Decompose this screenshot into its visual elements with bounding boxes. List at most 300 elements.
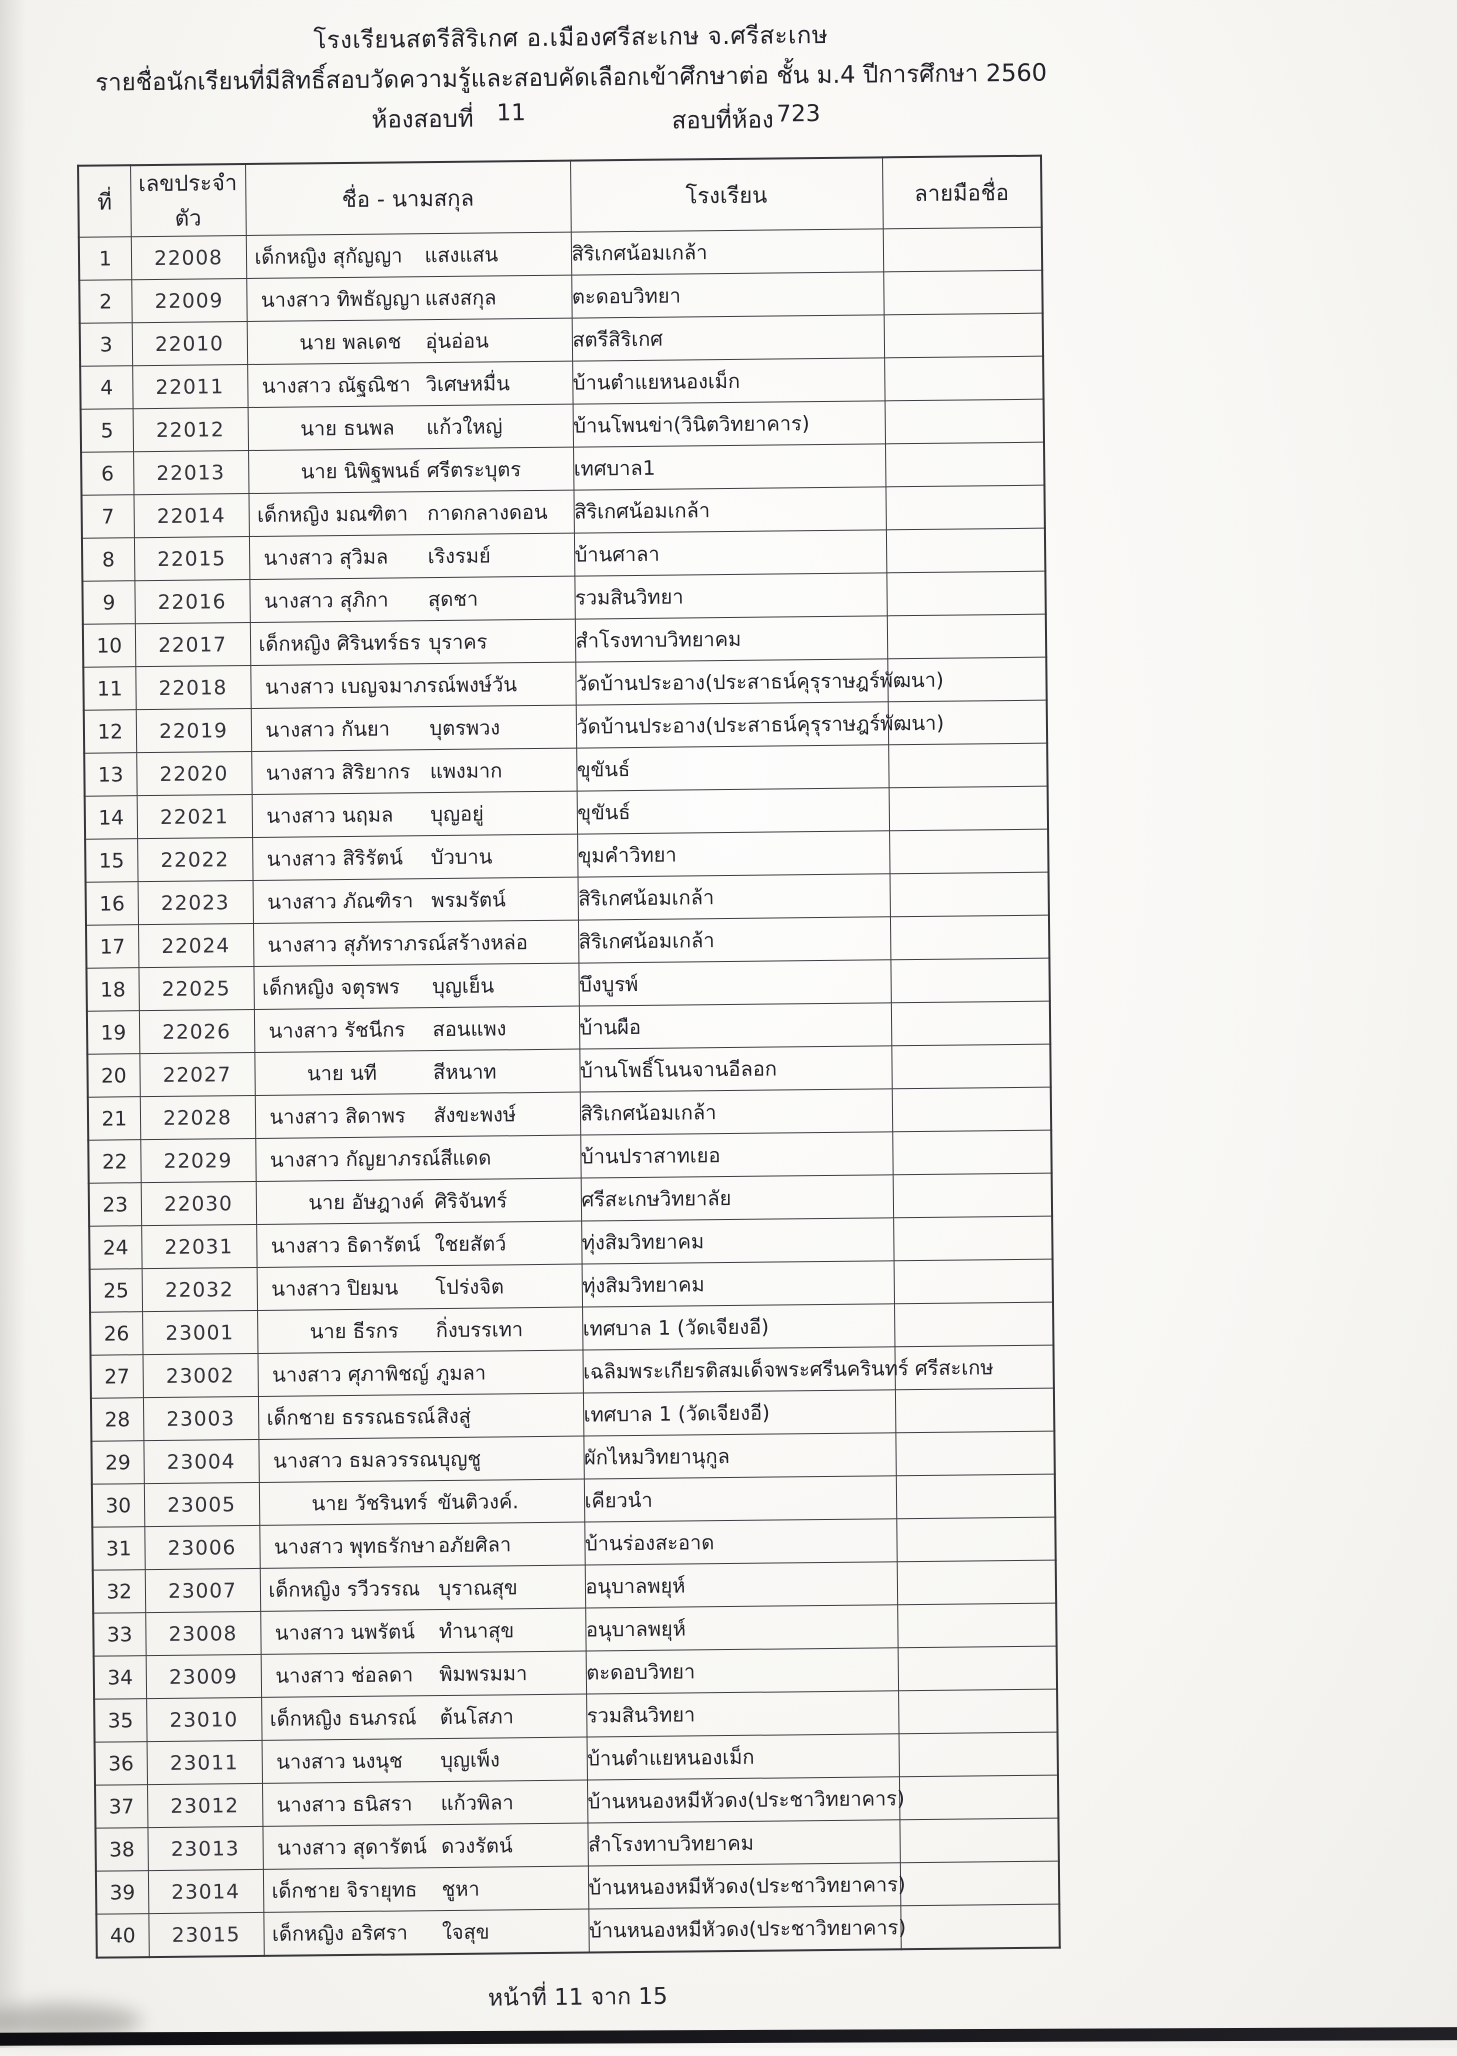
signature-cell <box>885 399 1044 444</box>
row-number: 27 <box>91 1355 143 1399</box>
school-name: ขุมคำวิทยา <box>577 842 677 868</box>
row-number: 7 <box>81 495 133 539</box>
row-number: 10 <box>83 624 135 668</box>
student-title-firstname: นางสาว ปิยมน <box>271 1275 399 1301</box>
name-cell <box>252 791 577 837</box>
name-cell <box>254 1049 579 1095</box>
signature-cell <box>883 227 1042 272</box>
student-id: 23006 <box>144 1525 259 1569</box>
row-number: 17 <box>86 925 138 969</box>
student-id: 23005 <box>144 1482 259 1526</box>
student-surname: สร้างหล่อ <box>446 930 528 955</box>
signature-cell <box>899 1818 1058 1863</box>
row-number: 26 <box>90 1312 142 1356</box>
student-id: 23011 <box>147 1740 262 1784</box>
row-number: 36 <box>95 1742 147 1786</box>
student-title-firstname: เด็กหญิง รวีวรรณ <box>268 1576 421 1602</box>
row-number: 13 <box>84 753 136 797</box>
school-name: รวมสินวิทยา <box>586 1702 696 1728</box>
header-student-id: เลขประจำตัว <box>130 164 246 237</box>
student-id: 22012 <box>133 408 248 452</box>
student-id: 22020 <box>136 751 251 795</box>
row-number: 15 <box>85 839 137 883</box>
student-id: 23002 <box>143 1353 258 1397</box>
student-id: 23013 <box>147 1826 262 1870</box>
student-surname: ดวงรัตน์ <box>441 1833 513 1859</box>
row-number: 8 <box>82 538 134 582</box>
student-id: 22015 <box>134 537 249 581</box>
student-id: 22028 <box>140 1095 255 1139</box>
school-name: สิริเกศน้อมเกล้า <box>574 498 711 524</box>
student-id: 22026 <box>139 1009 254 1053</box>
student-surname: กิ่งบรรเทา <box>435 1317 524 1343</box>
school-cell <box>586 1691 898 1737</box>
student-surname: บุญชู <box>437 1446 482 1472</box>
student-id: 22032 <box>142 1267 257 1311</box>
school-cell <box>582 1304 894 1350</box>
student-title-firstname: นาย ธีรกร <box>309 1318 399 1344</box>
student-surname: สังขะพงษ์ <box>433 1102 517 1128</box>
student-id: 22014 <box>133 494 248 538</box>
school-name: ตะดอบวิทยา <box>586 1659 696 1685</box>
name-cell <box>255 1135 580 1181</box>
name-cell <box>263 1909 588 1955</box>
row-number: 28 <box>91 1398 143 1442</box>
row-number: 12 <box>84 710 136 754</box>
student-title-firstname: เด็กชาย จิรายุทธ <box>271 1877 418 1903</box>
student-id: 23012 <box>147 1783 262 1827</box>
student-title-firstname: นางสาว สุภิกา <box>263 587 389 613</box>
name-cell <box>252 834 577 880</box>
name-cell <box>248 404 573 450</box>
school-cell <box>581 1218 893 1264</box>
student-title-firstname: นางสาว นฤมล <box>266 802 394 828</box>
student-surname: บัวบาน <box>430 844 493 870</box>
student-title-firstname: นางสาว สุดารัตน์ <box>277 1834 427 1860</box>
student-title-firstname: นางสาว สิริยากร <box>265 759 411 785</box>
row-number: 39 <box>96 1871 148 1915</box>
student-title-firstname: เด็กชาย ธรรณธรณ์ <box>266 1404 436 1430</box>
header-school: โรงเรียน <box>570 157 883 232</box>
name-cell <box>257 1264 582 1310</box>
signature-cell <box>886 528 1045 573</box>
school-cell <box>575 616 887 662</box>
signature-cell <box>897 1560 1056 1605</box>
student-id: 22018 <box>135 665 250 709</box>
student-id: 23015 <box>148 1912 263 1956</box>
student-surname: สิงสู่ <box>436 1403 471 1429</box>
school-cell <box>573 487 885 533</box>
student-id: 23014 <box>148 1869 263 1913</box>
student-title-firstname: นางสาว พุทธรักษา <box>273 1533 436 1559</box>
row-number: 20 <box>87 1054 139 1098</box>
student-surname: บุราคร <box>428 629 488 655</box>
student-surname: สอนแพง <box>432 1016 507 1042</box>
school-name: ขุขันธ์ <box>577 800 631 825</box>
school-name: สตรีสิริเกศ <box>572 326 664 352</box>
name-cell <box>249 576 574 622</box>
name-cell <box>258 1436 583 1482</box>
school-name: บ้านโพนข่า(วินิตวิทยาคาร) <box>573 411 810 438</box>
school-name: สิริเกศน้อมเกล้า <box>578 885 715 911</box>
school-cell <box>585 1562 897 1608</box>
student-surname: พรมรัตน์ <box>431 887 506 913</box>
student-surname: บุตรพวง <box>429 715 501 741</box>
school-name: ทุ่งสิมวิทยาคม <box>581 1229 705 1255</box>
student-id: 23004 <box>143 1439 258 1483</box>
row-number: 19 <box>87 1011 139 1055</box>
school-cell <box>572 315 884 361</box>
signature-cell <box>895 1431 1054 1476</box>
signature-cell <box>899 1775 1058 1820</box>
student-title-firstname: นางสาว นงนุช <box>276 1748 403 1774</box>
student-title-firstname: นางสาว ศุภาพิชญ์ <box>272 1361 429 1387</box>
school-name: บ้านตำแยหนองเม็ก <box>587 1744 755 1771</box>
exam-room-number: 11 <box>496 100 526 127</box>
school-cell <box>576 702 945 748</box>
school-cell <box>588 1906 907 1952</box>
student-title-firstname: นางสาว ทิพธัญญา <box>260 286 421 312</box>
name-cell <box>254 1006 579 1052</box>
student-surname: อภัยศิลา <box>437 1532 512 1558</box>
student-title-firstname: นาย วัชรินทร์ <box>311 1490 428 1516</box>
student-surname: เริงรมย์ <box>427 543 491 569</box>
student-surname: ทำนาสุข <box>438 1618 515 1644</box>
student-surname: ศิริจันทร์ <box>434 1188 508 1214</box>
school-cell <box>577 788 889 834</box>
school-cell <box>574 573 886 619</box>
student-title-firstname: นางสาว รัชนีกร <box>268 1017 406 1043</box>
school-name: บึงบูรพ์ <box>579 971 639 997</box>
student-surname: บุญอยู่ <box>430 801 484 827</box>
student-title-firstname: นาย พลเดช <box>299 329 402 355</box>
row-number: 30 <box>92 1484 144 1528</box>
student-surname: พิมพรมมา <box>439 1661 528 1687</box>
name-cell <box>253 877 578 923</box>
signature-cell <box>884 313 1043 358</box>
student-title-firstname: นางสาว นพรัตน์ <box>274 1619 415 1645</box>
signature-cell <box>893 1173 1052 1218</box>
student-title-firstname: นาย นิพิฐพนธ์ <box>300 458 421 484</box>
school-cell <box>578 874 890 920</box>
student-title-firstname: เด็กหญิง สุกัญญา <box>254 243 403 269</box>
name-cell <box>255 1092 580 1138</box>
signature-cell <box>893 1216 1052 1261</box>
signature-cell <box>887 614 1046 659</box>
row-number: 24 <box>89 1226 141 1270</box>
name-cell <box>257 1307 582 1353</box>
school-name: บ้านหนองหมีหัวดง(ประชาวิทยาคาร) <box>588 1914 907 1943</box>
signature-cell <box>899 1732 1058 1777</box>
school-name: ตะดอบวิทยา <box>571 283 681 309</box>
name-cell <box>250 662 575 708</box>
name-cell <box>246 232 571 278</box>
school-name: บ้านปราสาทเยอ <box>580 1143 721 1169</box>
student-title-firstname: เด็กหญิง ศิรินทร์ธร <box>258 630 421 656</box>
name-cell <box>247 361 572 407</box>
name-cell <box>248 447 573 493</box>
school-name: เทศบาล 1 (วัดเจียงอี) <box>583 1400 770 1427</box>
student-surname: แพงมาก <box>429 758 503 784</box>
student-id: 23008 <box>145 1611 260 1655</box>
student-title-firstname: เด็กหญิง จตุรพร <box>262 974 400 1000</box>
name-cell <box>257 1350 582 1396</box>
student-title-firstname: นางสาว กันยา <box>265 716 391 742</box>
student-title-firstname: นางสาว สุวิมล <box>263 544 389 570</box>
school-cell <box>579 1046 891 1092</box>
name-cell <box>253 963 578 1009</box>
student-title-firstname: นาย ธนพล <box>300 415 395 441</box>
student-id: 22019 <box>136 708 251 752</box>
row-number: 3 <box>80 323 132 367</box>
school-name: สิริเกศน้อมเกล้า <box>580 1100 717 1126</box>
school-cell <box>578 917 890 963</box>
name-cell <box>246 275 571 321</box>
student-surname: วิเศษหมื่น <box>425 371 510 397</box>
school-cell <box>576 745 888 791</box>
signature-cell <box>890 915 1049 960</box>
student-title-firstname: เด็กหญิง อริศรา <box>271 1920 408 1946</box>
school-name: บ้านศาลา <box>574 541 660 567</box>
row-number: 22 <box>88 1140 140 1184</box>
signature-cell <box>894 1259 1053 1304</box>
name-cell <box>251 748 576 794</box>
student-surname: โปร่งจิต <box>435 1274 505 1300</box>
student-roster-table <box>77 155 1061 1959</box>
signature-cell <box>900 1861 1059 1906</box>
page-number: หน้าที่ 11 จาก 15 <box>487 1983 668 2012</box>
signature-cell <box>898 1646 1057 1691</box>
student-id: 22027 <box>139 1052 254 1096</box>
school-cell <box>584 1519 896 1565</box>
document-subtitle: รายชื่อนักเรียนที่มีสิทธิ์สอบวัดความรู้และสอบคัดเลือกเข้าศึกษาต่อ ชั้น ม.4 ปีการศึกษา 2560 <box>95 58 1048 97</box>
student-id: 22031 <box>141 1224 256 1268</box>
header-name: ชื่อ - นามสกุล <box>245 161 571 236</box>
signature-cell <box>894 1302 1053 1347</box>
name-cell <box>258 1393 583 1439</box>
student-id: 22016 <box>134 579 249 623</box>
student-id: 22008 <box>131 236 246 280</box>
signature-cell <box>889 786 1048 831</box>
school-name: เทศบาล 1 (วัดเจียงอี) <box>582 1314 770 1341</box>
student-surname: แสงแสน <box>424 242 499 268</box>
exam-seat-number: 723 <box>776 100 821 128</box>
signature-cell <box>884 356 1043 401</box>
signature-cell <box>883 270 1042 315</box>
student-id: 22022 <box>137 837 252 881</box>
name-cell <box>253 920 578 966</box>
student-id: 23007 <box>145 1568 260 1612</box>
student-surname: แก้วใหญ่ <box>426 414 503 440</box>
school-cell <box>573 444 885 490</box>
school-name: ศรีสะเกษวิทยาลัย <box>581 1185 732 1212</box>
name-cell <box>261 1694 586 1740</box>
student-id: 22023 <box>138 880 253 924</box>
name-cell <box>263 1866 588 1912</box>
name-cell <box>249 533 574 579</box>
school-cell <box>582 1347 994 1393</box>
student-title-firstname: นางสาว กัญยาภรณ์ <box>269 1146 441 1172</box>
student-id: 22030 <box>141 1181 256 1225</box>
school-name: ขุขันธ์ <box>576 757 631 782</box>
school-cell <box>588 1863 906 1909</box>
name-cell <box>259 1479 584 1525</box>
school-cell <box>586 1648 898 1694</box>
student-surname: กาดกลางดอน <box>427 499 548 526</box>
school-cell <box>577 831 889 877</box>
row-number: 2 <box>79 280 131 324</box>
signature-cell <box>896 1474 1055 1519</box>
student-surname: ใชยสัตว์ <box>434 1231 507 1257</box>
signature-cell <box>888 743 1047 788</box>
school-name: บ้านร่องสะอาด <box>584 1530 715 1556</box>
school-cell <box>587 1820 899 1866</box>
name-cell <box>260 1608 585 1654</box>
row-number: 40 <box>96 1914 148 1958</box>
student-title-firstname: เด็กหญิง ธนภรณ์ <box>269 1705 417 1731</box>
school-name: บ้านตำแยหนองเม็ก <box>572 368 741 395</box>
signature-cell <box>886 571 1045 616</box>
student-id: 22024 <box>138 923 253 967</box>
school-name: บ้านผือ <box>579 1014 642 1040</box>
student-title-firstname: นางสาว ธิดารัตน์ <box>270 1232 421 1258</box>
school-name: เฉลิมพระเกียรติสมเด็จพระศรีนครินทร์ ศรีสะเกษ <box>583 1355 994 1384</box>
school-cell <box>580 1132 892 1178</box>
student-title-firstname: นางสาว ธนิสรา <box>276 1791 413 1817</box>
name-cell <box>251 705 576 751</box>
student-title-firstname: นาย นที <box>306 1060 378 1086</box>
school-cell <box>587 1734 899 1780</box>
student-surname: ภูมลา <box>436 1360 487 1386</box>
school-name: รวมสินวิทยา <box>574 584 684 610</box>
student-id: 22013 <box>133 451 248 495</box>
student-surname: อุ่นอ่อน <box>425 328 489 354</box>
table-row <box>96 1904 1059 1957</box>
student-title-firstname: นางสาว สิริรัตน์ <box>266 845 403 871</box>
school-name: บ้านหนองหมีหัวดง(ประชาวิทยาคาร) <box>588 1872 906 1900</box>
row-number: 34 <box>94 1656 146 1700</box>
student-id: 22010 <box>132 322 247 366</box>
row-number: 38 <box>95 1828 147 1872</box>
student-title-firstname: นางสาว สุภัทราภรณ์ <box>267 930 447 957</box>
row-number: 14 <box>85 796 137 840</box>
student-surname: บุญเย็น <box>432 973 495 999</box>
student-id: 22029 <box>140 1138 255 1182</box>
row-number: 31 <box>92 1527 144 1571</box>
name-cell <box>247 318 572 364</box>
school-name: อนุบาลพยุห์ <box>585 1573 686 1599</box>
name-cell <box>256 1221 581 1267</box>
school-cell <box>583 1433 895 1479</box>
student-surname: สุดชา <box>427 586 479 612</box>
school-name: สิริเกศน้อมเกล้า <box>571 240 708 266</box>
school-name: สิริเกศน้อมเกล้า <box>578 928 715 954</box>
name-cell <box>262 1780 587 1826</box>
student-title-firstname: นางสาว ธมลวรรณ <box>272 1447 438 1473</box>
name-cell <box>261 1651 586 1697</box>
student-title-firstname: นางสาว ณัฐณิชา <box>261 372 411 398</box>
school-name: บ้านหนองหมีหัวดง(ประชาวิทยาคาร) <box>587 1786 905 1814</box>
signature-cell <box>892 1130 1051 1175</box>
school-name: วัดบ้านประอาง(ประสาธน์คุรุราษฎร์พัฒนา) <box>576 710 945 739</box>
student-title-firstname: นางสาว สิดาพร <box>269 1103 406 1129</box>
student-id: 23003 <box>143 1396 258 1440</box>
signature-cell <box>889 829 1048 874</box>
school-name: สำโรงทาบวิทยาคม <box>575 626 742 653</box>
school-name: เทศบาล1 <box>573 455 656 481</box>
row-number: 9 <box>82 581 134 625</box>
student-id: 22021 <box>137 794 252 838</box>
school-cell <box>580 1089 892 1135</box>
school-cell <box>571 229 883 275</box>
student-title-firstname: นางสาว เบญจมาภรณ์ <box>264 672 457 699</box>
signature-cell <box>896 1517 1055 1562</box>
signature-cell <box>895 1388 1054 1433</box>
header-number: ที่ <box>78 165 131 237</box>
name-cell <box>262 1737 587 1783</box>
school-cell <box>587 1777 905 1823</box>
row-number: 29 <box>91 1441 143 1485</box>
student-id: 22025 <box>138 966 253 1010</box>
student-id: 22009 <box>131 279 246 323</box>
school-name: วัดบ้านประอาง(ประสาธน์คุรุราษฎร์พัฒนา) <box>575 667 944 696</box>
name-cell <box>248 490 573 536</box>
row-number: 25 <box>90 1269 142 1313</box>
student-surname: แสงสกุล <box>424 285 497 311</box>
row-number: 23 <box>89 1183 141 1227</box>
name-cell <box>250 619 575 665</box>
student-surname: สีแดด <box>440 1145 492 1171</box>
table-header-row <box>78 156 1042 238</box>
student-id: 23001 <box>142 1310 257 1354</box>
signature-cell <box>898 1689 1057 1734</box>
row-number: 18 <box>86 968 138 1012</box>
school-cell <box>575 659 944 705</box>
student-surname: บุญเพ็ง <box>440 1747 500 1773</box>
student-surname: แก้วพิลา <box>440 1790 514 1816</box>
name-cell <box>259 1522 584 1568</box>
school-name: ทุ่งสิมวิทยาคม <box>582 1272 705 1298</box>
row-number: 5 <box>81 409 133 453</box>
document-header <box>0 0 1449 144</box>
school-cell <box>583 1390 895 1436</box>
scan-left-edge-shading <box>0 0 26 2048</box>
school-cell <box>582 1261 894 1307</box>
school-cell <box>578 960 890 1006</box>
school-cell <box>574 530 886 576</box>
exam-seat-label: สอบที่ห้อง <box>671 105 774 135</box>
school-cell <box>584 1476 896 1522</box>
school-name: ผักไหมวิทยานุกูล <box>583 1444 730 1470</box>
student-id: 22017 <box>135 622 250 666</box>
signature-cell <box>897 1603 1056 1648</box>
student-title-firstname: นาย อัษฎางค์ <box>308 1189 425 1215</box>
signature-cell <box>891 1044 1050 1089</box>
row-number: 35 <box>94 1699 146 1743</box>
school-title: โรงเรียนสตรีสิริเกศ อ.เมืองศรีสะเกษ จ.ศรีสะเกษ <box>313 20 829 55</box>
school-cell <box>579 1003 891 1049</box>
exam-room-label: ห้องสอบที่ <box>371 104 474 134</box>
student-surname: บุราณสุข <box>438 1575 518 1601</box>
row-number: 1 <box>79 237 131 281</box>
student-id: 22011 <box>132 365 247 409</box>
student-surname: ชูหา <box>441 1876 480 1902</box>
row-number: 32 <box>93 1570 145 1614</box>
student-surname: ศรีตระบุตร <box>426 457 522 483</box>
signature-cell <box>890 872 1049 917</box>
student-surname: ขันติวงค์. <box>437 1489 519 1515</box>
student-title-firstname: เด็กหญิง มณฑิตา <box>257 501 409 527</box>
